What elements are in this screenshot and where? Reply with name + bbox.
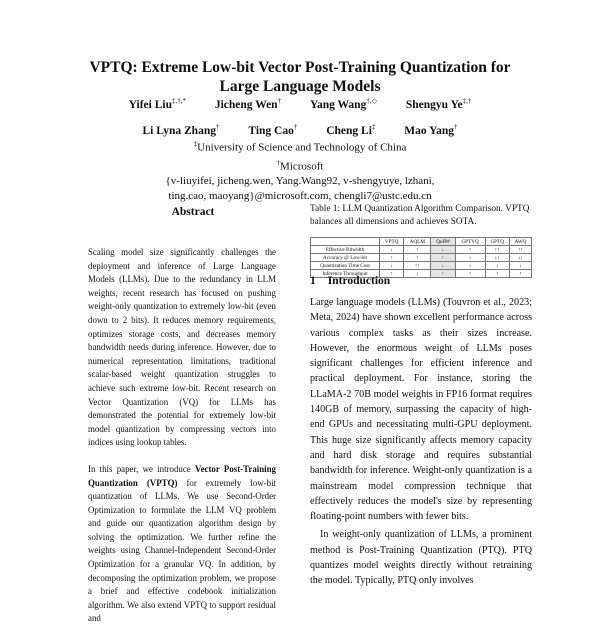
table-cell: ↓ xyxy=(485,262,509,270)
row-label: Quantization Time Cost xyxy=(311,262,380,270)
introduction-body xyxy=(310,295,532,589)
table-cell: ↓ xyxy=(455,254,485,262)
table-cell: ↑↑ xyxy=(485,246,509,254)
authors-row-2 xyxy=(40,123,560,137)
comparison-table xyxy=(310,237,532,278)
email-line-2: ting.cao, maoyang}@microsoft.com, chengli7@ustc.edu.cn xyxy=(168,190,432,203)
table-cell: ↑ xyxy=(431,270,455,278)
author: Yifei Liu‡,†,* xyxy=(128,97,186,111)
section-title: Introduction xyxy=(327,275,391,287)
author: Shengyu Ye‡,† xyxy=(405,97,472,111)
table-header-cell: AQLM xyxy=(404,238,431,246)
affiliations xyxy=(40,137,560,204)
author: Li Lyna Zhang† xyxy=(142,123,220,137)
affiliation: ‡University of Science and Technology of China xyxy=(193,140,407,154)
author: Yang Wang†,◇ xyxy=(309,97,377,111)
table-header-cell: AWQ xyxy=(509,238,531,246)
affiliation: †Microsoft xyxy=(276,158,324,173)
table-cell: ↓ xyxy=(431,262,455,270)
abstract-paragraph-2: In this paper, we introduce Vector Post-Training Quantization (VPTQ) for extremely low-bit quantization of LLMs. We use Second-Order Optimization to formulate the LLM VQ problem and guide our quantization algorithm design by solving the optimization. We further refine the weights using Channel-Independent Second-Order Optimization for a granular VQ. In addition, by decomposing the optimization problem, we propose a brief and effective codebook initialization algorithm. We also extend VPTQ to support residual and xyxy=(88,463,277,624)
table-cell: ↑↑ xyxy=(404,262,431,270)
paper-title xyxy=(60,58,540,96)
table-cell: ↑↑ xyxy=(509,246,531,254)
row-label: Accuracy @ Low-bit xyxy=(311,254,380,262)
author: Jicheng Wen† xyxy=(214,97,282,111)
table-header-cell: GPTQ xyxy=(485,238,509,246)
table-cell: ↑ xyxy=(380,270,404,278)
table-cell: ↑ xyxy=(404,254,431,262)
section-number: 1 xyxy=(310,275,316,287)
abstract-paragraph-1: Scaling model size significantly challenges the deployment and inference of Large Language Models (LLMs). Due to the redundancy in LLM weights, recent research has focused on pushing weight-only quantization to extremely low-bit (even down to 2 bits). It reduces memory requirements, optimizes storage costs, and decreases memory bandwidth needs during inference. However, due to numerical representation limitations, traditional scalar-based weight quantization struggles to achieve such extreme low-bit. Recent research on Vector Quantization (VQ) for LLMs has demonstrated the potential for extremely low-bit model quantization by compressing vectors into indices using lookup tables. xyxy=(88,247,276,448)
table-header-cell xyxy=(311,238,380,246)
intro-paragraph-1: Large language models (LLMs) (Touvron et al., 2023; Meta, 2024) have shown excellent performance across various complex tasks as their sizes increase. However, the enormous weight of LLMs poses significant challenges for efficient inference and practical deployment. For instance, storing the LLaMA-2 70B model weights in FP16 format requires 140GB of memory, surpassing the capacity of high-end GPUs and necessitating multi-GPU deployment. This huge size significantly affects memory capacity and hard disk storage and requires substantial bandwidth for inference. Weight-only quantization is a mainstream model compression technique that effectively reduces the model's size by representing floating-point numbers with fewer bits. xyxy=(310,297,532,523)
table-cell: ↑ xyxy=(455,246,485,254)
intro-paragraph-2: In weight-only quantization of LLMs, a prominent method is Post-Training Quantization (PTQ). PTQ quantizes model weights directly without retraining the model. Typically, PTQ only involves xyxy=(310,529,532,587)
author: Cheng Li‡ xyxy=(326,123,376,137)
table-cell: ↓↓ xyxy=(509,254,531,262)
abstract-body xyxy=(88,246,276,626)
table-row xyxy=(311,254,532,262)
title-line-2: Large Language Models xyxy=(219,78,381,95)
section-heading xyxy=(310,275,390,287)
email-line-1: {v-liuyifei, jicheng.wen, Yang.Wang92, v-shengyuye, lzhani, xyxy=(165,175,435,188)
table-header-cell: VPTQ xyxy=(380,238,404,246)
abstract-heading: Abstract xyxy=(171,206,215,218)
table-cell: ↑ xyxy=(404,246,431,254)
table-row xyxy=(311,262,532,270)
table-cell: ↓ xyxy=(431,246,455,254)
table-caption: Table 1: LLM Quantization Algorithm Comparison. VPTQ balances all dimensions and achieves SOTA. xyxy=(310,204,530,227)
table-header-row xyxy=(311,238,532,246)
table-row xyxy=(311,246,532,254)
table-cell: ↓↓ xyxy=(485,254,509,262)
author: Ting Cao† xyxy=(248,123,298,137)
row-label: Inference Throughput xyxy=(311,270,380,278)
table-cell: ↓ xyxy=(380,246,404,254)
table-cell: ↑ xyxy=(509,270,531,278)
table-cell: ↑ xyxy=(380,254,404,262)
table-cell: ↓ xyxy=(380,262,404,270)
table-cell: ↓ xyxy=(455,262,485,270)
title-line-1: VPTQ: Extreme Low-bit Vector Post-Training Quantization for xyxy=(89,59,511,76)
authors-row-1 xyxy=(40,97,560,111)
table-cell: ↑ xyxy=(455,270,485,278)
table-cell: ↓ xyxy=(509,262,531,270)
author: Mao Yang† xyxy=(404,123,458,137)
table-header-cell: QuIP# xyxy=(431,238,455,246)
table-cell: ↑ xyxy=(431,254,455,262)
row-label: Effective Bitwidth xyxy=(311,246,380,254)
table-header-cell: GPTVQ xyxy=(455,238,485,246)
table-cell: ↑ xyxy=(485,270,509,278)
table-cell: ↓ xyxy=(404,270,431,278)
